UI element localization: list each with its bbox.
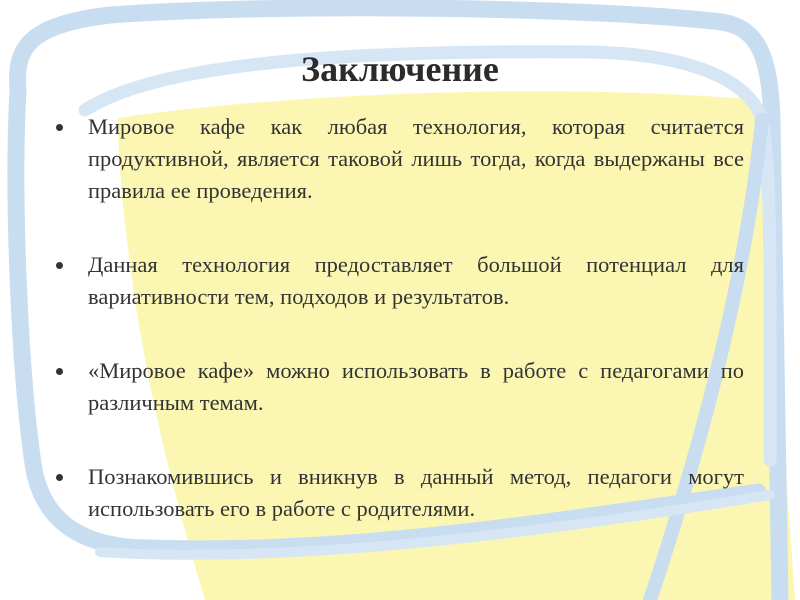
bullet-item: [52, 111, 744, 207]
slide-title: Заключение: [301, 49, 499, 89]
bullet-text: «Мировое кафе» можно использовать в работе с педагогами по различным темам.: [88, 358, 744, 415]
bullet-list: [52, 111, 744, 525]
bullet-item: [52, 249, 744, 313]
bullet-text: Данная технология предоставляет большой потенциал для вариативности тем, подходов и результатов.: [88, 252, 744, 309]
bullet-text: Познакомившись и вникнув в данный метод, педагоги могут использовать его в работе с родителями.: [88, 464, 744, 521]
bullet-item: [52, 461, 744, 525]
bullet-dot-icon: [56, 124, 63, 131]
bullet-item: [52, 355, 744, 419]
bullet-dot-icon: [56, 474, 63, 481]
bullet-text: Мировое кафе как любая технология, которая считается продуктивной, является таковой лишь тогда, когда выдержаны все правила ее проведения.: [88, 114, 744, 203]
bullet-dot-icon: [56, 368, 63, 375]
bullet-dot-icon: [56, 262, 63, 269]
